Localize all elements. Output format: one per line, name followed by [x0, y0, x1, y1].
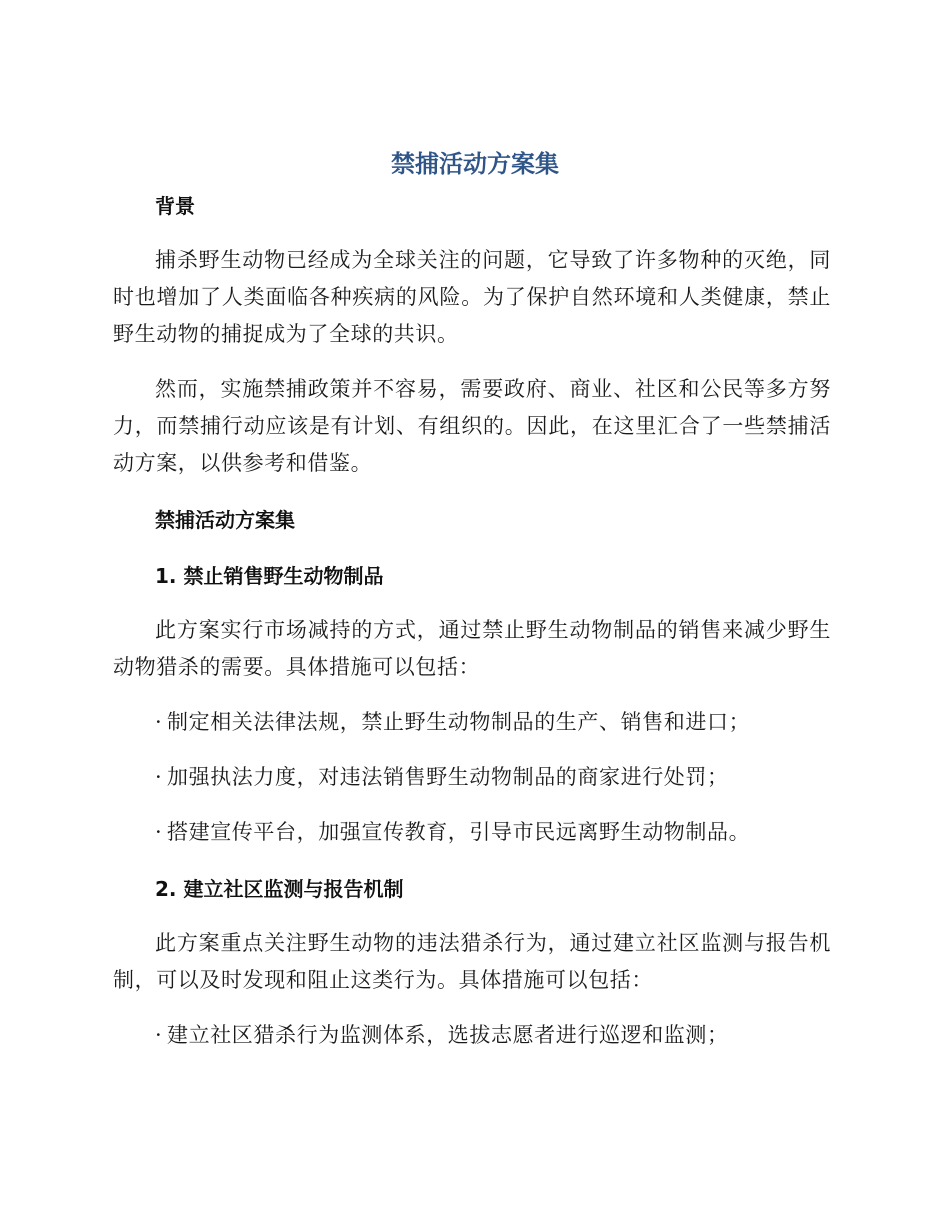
plan-1-heading: 1. 禁止销售野生动物制品: [155, 564, 384, 588]
bullet-text: 制定相关法律法规，禁止野生动物制品的生产、销售和进口；: [167, 710, 751, 734]
bullet-dot: ·: [155, 820, 163, 844]
plan-2-intro: 此方案重点关注野生动物的违法猎杀行为，通过建立社区监测与报告机制，可以及时发现和阻止这类行为。具体措施可以包括：: [113, 931, 831, 992]
document-body: [113, 186, 831, 1072]
document-title: 禁捕活动方案集: [391, 150, 559, 178]
plan-1-intro: 此方案实行市场减持的方式，通过禁止野生动物制品的销售来减少野生动物猎杀的需要。具体措施可以包括：: [113, 618, 831, 679]
plan-1-bullet: [113, 759, 831, 796]
bullet-text: 搭建宣传平台，加强宣传教育，引导市民远离野生动物制品。: [167, 820, 751, 844]
bullet-text: 加强执法力度，对违法销售野生动物制品的商家进行处罚；: [167, 765, 729, 789]
plan-2-heading: 2. 建立社区监测与报告机制: [155, 877, 404, 901]
background-paragraph-1: 捕杀野生动物已经成为全球关注的问题，它导致了许多物种的灭绝，同时也增加了人类面临各种疾病的风险。为了保护自然环境和人类健康，禁止野生动物的捕捉成为了全球的共识。: [113, 248, 831, 346]
plan-2-bullet: [113, 1017, 831, 1054]
bullet-dot: ·: [155, 710, 163, 734]
plan-1-bullet: [113, 704, 831, 741]
bullet-text: 建立社区猎杀行为监测体系，选拔志愿者进行巡逻和监测；: [167, 1023, 729, 1047]
plan-1-bullet: [113, 814, 831, 851]
background-paragraph-2: 然而，实施禁捕政策并不容易，需要政府、商业、社区和公民等多方努力，而禁捕行动应该是有计划、有组织的。因此，在这里汇合了一些禁捕活动方案，以供参考和借鉴。: [113, 377, 831, 475]
section-heading-collection: 禁捕活动方案集: [155, 508, 295, 532]
section-heading-background: 背景: [155, 194, 195, 218]
bullet-dot: ·: [155, 765, 163, 789]
bullet-dot: ·: [155, 1023, 163, 1047]
